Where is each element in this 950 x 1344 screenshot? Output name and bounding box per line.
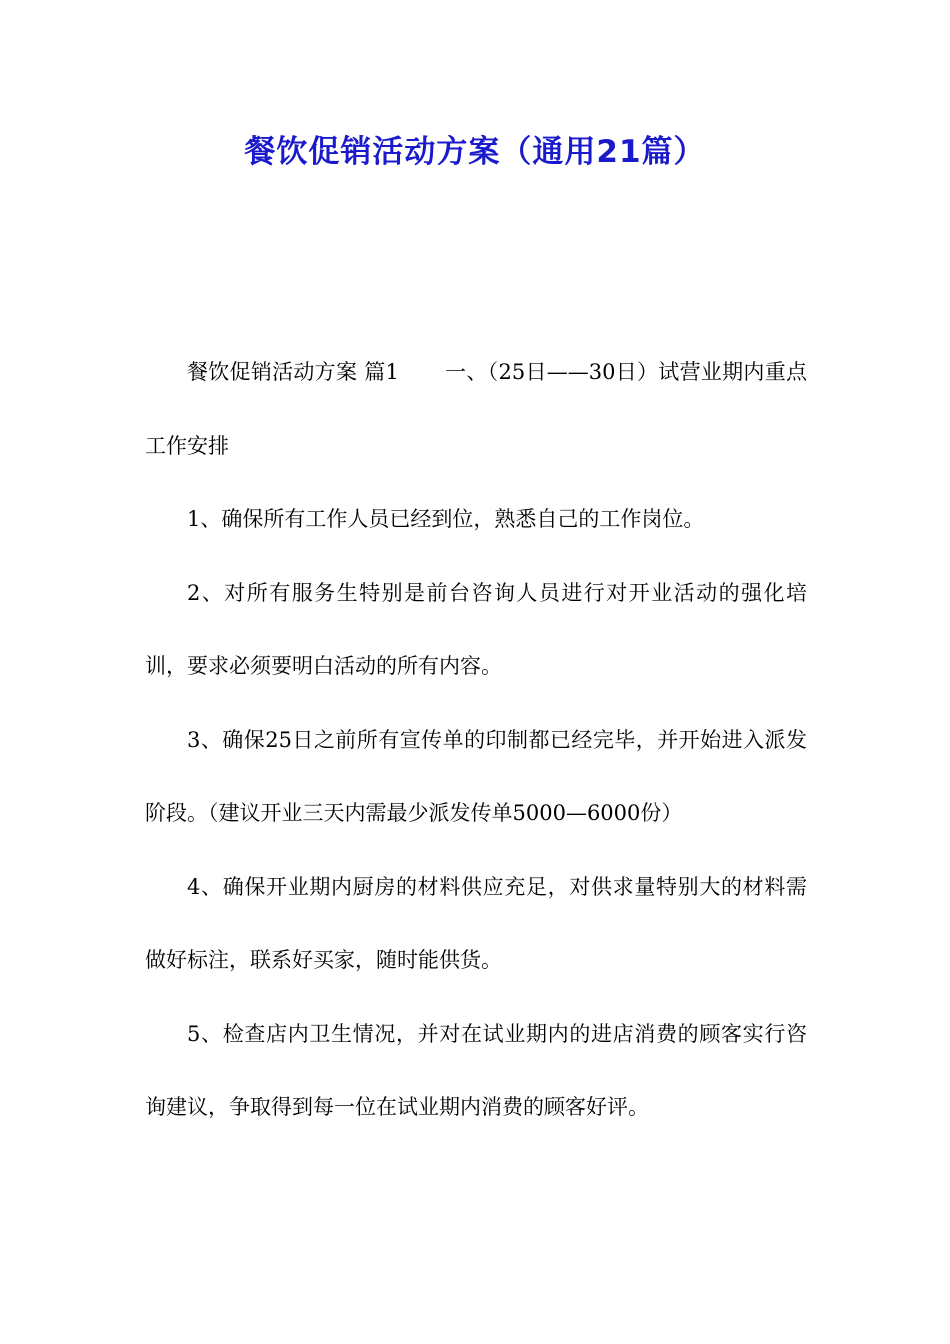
paragraph-1	[145, 336, 807, 483]
paragraph-6: 5、检查店内卫生情况，并对在试业期内的进店消费的顾客实行咨询建议，争取得到每一位在试业期内消费的顾客好评。	[145, 1021, 807, 1119]
document-body	[145, 336, 807, 1145]
paragraph-5: 4、确保开业期内厨房的材料供应充足，对供求量特别大的材料需做好标注，联系好买家，随时能供货。	[145, 874, 807, 972]
paragraph-3: 2、对所有服务生特别是前台咨询人员进行对开业活动的强化培训，要求必须要明白活动的所有内容。	[145, 580, 807, 678]
paragraph-text: 一、（25日——30日）试营业期内重点工作安排	[145, 360, 807, 458]
section-heading: 餐饮促销活动方案 篇1	[187, 360, 399, 384]
document-title: 餐饮促销活动方案（通用21篇）	[244, 134, 706, 170]
paragraph-2: 1、确保所有工作人员已经到位，熟悉自己的工作岗位。	[187, 507, 705, 531]
paragraph-4: 3、确保25日之前所有宣传单的印制都已经完毕，并开始进入派发阶段。（建议开业三天内需最少派发传单5000—6000份）	[145, 727, 807, 825]
